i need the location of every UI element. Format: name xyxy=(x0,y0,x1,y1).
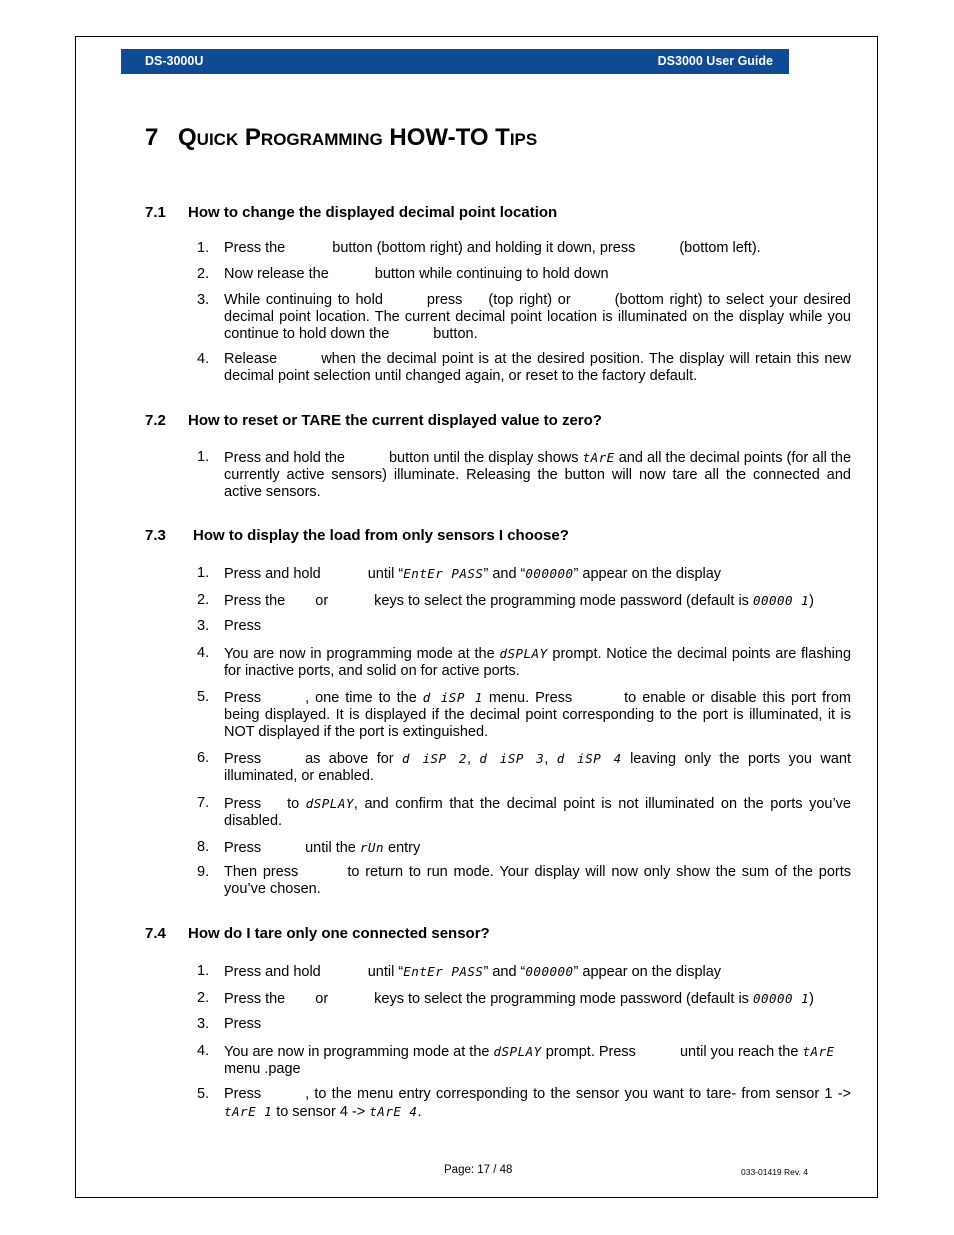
list-text: Press , to the menu entry corresponding to the sensor you want to tare- from sensor 1 -> tArE 1 to sensor 4 -> tArE 4. xyxy=(224,1086,851,1120)
list-text: While continuing to hold press (top right) or (bottom right) to select your desired decimal point location. The current decimal point location is illuminated on the display while you continue to hold down the button. xyxy=(224,292,851,342)
title-char: P xyxy=(244,124,261,151)
header-model: DS-3000U xyxy=(145,54,204,68)
lcd-display-text: tArE 4 xyxy=(369,1104,418,1119)
lcd-display-text: rUn xyxy=(359,840,384,855)
list-number: 2. xyxy=(197,592,210,608)
list-text: Press until the rUn entry xyxy=(224,840,421,856)
title-smallcaps: UICK xyxy=(196,130,239,149)
lcd-display-text: 00000 1 xyxy=(752,593,810,608)
page-number: Page: 17 / 48 xyxy=(444,1164,513,1176)
lcd-display-text: dSPLAY xyxy=(499,646,548,661)
list-number: 8. xyxy=(197,839,210,855)
section-number: 7.1 xyxy=(145,204,166,221)
list-text: Press to dSPLAY, and confirm that the decimal point is not illuminated on the ports you’ve disabled. xyxy=(224,796,851,829)
page-header xyxy=(121,49,789,74)
chapter-heading xyxy=(145,124,537,152)
list-text: Release when the decimal point is at the desired position. The display will retain this new decimal point selection until changed again, or reset to the factory default. xyxy=(224,351,851,384)
list-item xyxy=(197,449,851,501)
lcd-display-text: d iSP 4 xyxy=(556,751,622,766)
header-doc-title: DS3000 User Guide xyxy=(657,54,773,68)
list-text: Press and hold the button until the display shows tArE and all the decimal points (for all the currently active sensors) illuminate. Releasing the button will now tare all the connected and active sensors. xyxy=(224,450,852,500)
list-text: Press the or keys to select the programming mode password (default is 00000 1) xyxy=(224,991,814,1007)
list-item xyxy=(197,963,851,981)
list-number: 1. xyxy=(197,449,210,465)
section-title: How to reset or TARE the current displayed value to zero? xyxy=(188,412,602,429)
section-heading-7-1 xyxy=(145,204,557,221)
list-item xyxy=(197,689,851,741)
chapter-title xyxy=(178,124,537,151)
document-revision: 033-01419 Rev. 4 xyxy=(741,1167,808,1177)
list-number: 6. xyxy=(197,750,210,766)
list-item xyxy=(197,839,851,857)
list-text: Press and hold until “EntEr PASS” and “000000” appear on the display xyxy=(224,566,722,582)
title-char: Q xyxy=(178,124,197,151)
section-heading-7-3 xyxy=(145,527,569,544)
lcd-display-text: d iSP 1 xyxy=(422,690,483,705)
list-text: Press as above for d iSP 2, d iSP 3, d iSP 4 leaving only the ports you want illuminated, or enabled. xyxy=(224,751,852,784)
lcd-display-text: d iSP 3 xyxy=(479,751,545,766)
lcd-display-text: 00000 1 xyxy=(752,991,810,1006)
list-number: 2. xyxy=(197,266,210,282)
list-text: Press xyxy=(224,1016,262,1032)
lcd-display-text: dSPLAY xyxy=(493,1044,542,1059)
list-item xyxy=(197,1043,851,1078)
section-number: 7.3 xyxy=(145,527,166,544)
list-text: Press xyxy=(224,618,262,634)
list-text: You are now in programming mode at the dSPLAY prompt. Press until you reach the tArE menu .page xyxy=(224,1044,835,1077)
list-text: You are now in programming mode at the dSPLAY prompt. Notice the decimal points are flashing for inactive ports, and solid on for active ports. xyxy=(224,646,852,679)
section-title: How do I tare only one connected sensor? xyxy=(188,925,490,942)
section-heading-7-4 xyxy=(145,925,490,942)
lcd-display-text: tArE xyxy=(582,450,615,465)
chapter-number: 7 xyxy=(145,124,159,151)
title-char: T xyxy=(495,124,510,151)
list-text: Press , one time to the d iSP 1 menu. Press to enable or disable this port from being displayed. It is displayed if the decimal point corresponding to the port is illuminated, it is NOT displayed if the port is extinguished. xyxy=(224,690,851,740)
list-number: 3. xyxy=(197,1016,210,1032)
list-number: 5. xyxy=(197,689,210,705)
list-text: Press and hold until “EntEr PASS” and “000000” appear on the display xyxy=(224,964,722,980)
list-number: 3. xyxy=(197,292,210,308)
list-number: 3. xyxy=(197,618,210,634)
section-heading-7-2 xyxy=(145,412,602,429)
list-number: 9. xyxy=(197,864,210,880)
list-item xyxy=(197,351,851,385)
list-item xyxy=(197,266,851,283)
list-item xyxy=(197,864,851,898)
list-number: 4. xyxy=(197,351,210,367)
list-text: Now release the button while continuing to hold down xyxy=(224,266,609,282)
list-item xyxy=(197,750,851,785)
list-number: 1. xyxy=(197,963,210,979)
list-text: Then press to return to run mode. Your display will now only show the sum of the ports you’ve chosen. xyxy=(224,864,851,897)
list-number: 1. xyxy=(197,565,210,581)
lcd-display-text: EntEr PASS xyxy=(403,566,484,581)
list-item xyxy=(197,990,851,1008)
lcd-display-text: tArE 1 xyxy=(224,1104,273,1119)
section-title: How to display the load from only sensors I choose? xyxy=(193,527,569,544)
list-item xyxy=(197,645,851,680)
list-number: 4. xyxy=(197,645,210,661)
list-item xyxy=(197,292,851,343)
section-number: 7.4 xyxy=(145,925,166,942)
lcd-display-text: tArE xyxy=(802,1044,835,1059)
list-number: 1. xyxy=(197,240,210,256)
lcd-display-text: d iSP 2 xyxy=(402,751,467,766)
title-word: HOW-TO xyxy=(389,124,489,151)
lcd-display-text: dSPLAY xyxy=(305,796,354,811)
lcd-display-text: 000000 xyxy=(525,964,574,979)
list-item xyxy=(197,1086,851,1121)
list-item xyxy=(197,565,851,583)
list-item xyxy=(197,1016,851,1033)
list-number: 7. xyxy=(197,795,210,811)
list-text: Press the or keys to select the programming mode password (default is 00000 1) xyxy=(224,593,814,609)
section-title: How to change the displayed decimal point location xyxy=(188,204,558,221)
list-item xyxy=(197,240,851,257)
list-number: 2. xyxy=(197,990,210,1006)
list-item xyxy=(197,618,851,635)
title-smallcaps: ROGRAMMING xyxy=(260,130,383,149)
lcd-display-text: EntEr PASS xyxy=(403,964,484,979)
list-item xyxy=(197,795,851,830)
list-number: 4. xyxy=(197,1043,210,1059)
lcd-display-text: 000000 xyxy=(525,566,574,581)
list-item xyxy=(197,592,851,610)
list-number: 5. xyxy=(197,1086,210,1102)
title-smallcaps: IPS xyxy=(509,130,538,149)
list-text: Press the button (bottom right) and holding it down, press (bottom left). xyxy=(224,240,761,256)
section-number: 7.2 xyxy=(145,412,166,429)
